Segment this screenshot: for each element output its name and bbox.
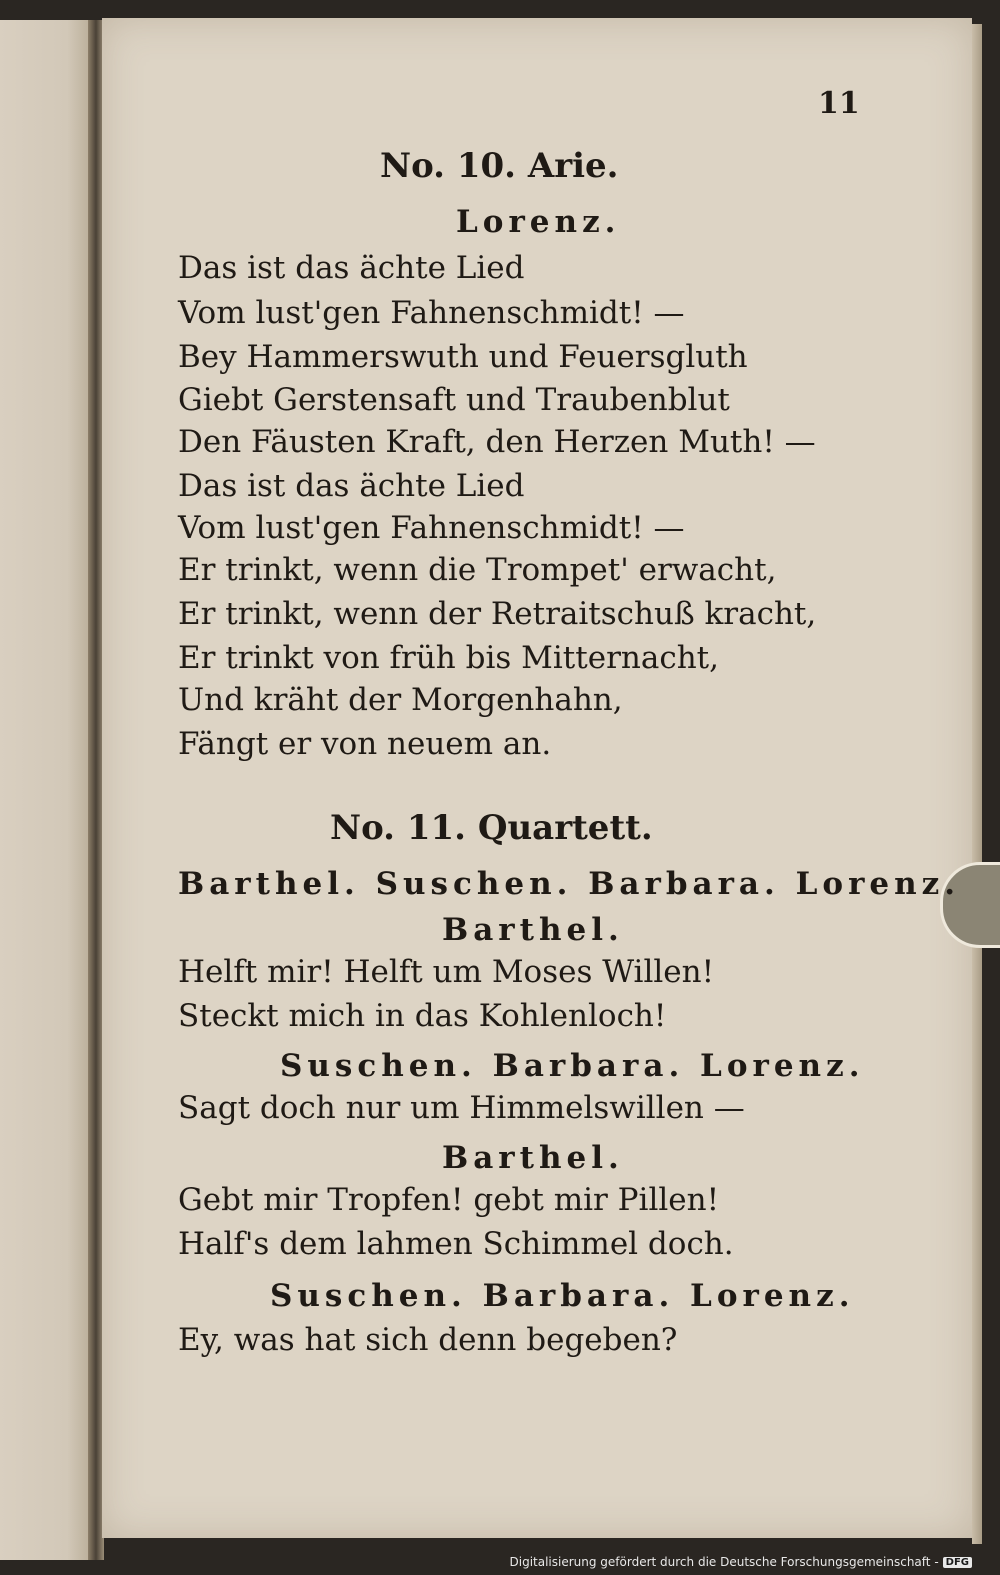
speaker-name: Barthel.: [442, 912, 624, 948]
verse-line: Den Fäusten Kraft, den Herzen Muth! —: [178, 424, 816, 460]
verse-line: Gebt mir Tropfen! gebt mir Pillen!: [178, 1182, 720, 1218]
verse-line: Steckt mich in das Kohlenloch!: [178, 998, 667, 1034]
verse-line: Half's dem lahmen Schimmel doch.: [178, 1226, 734, 1262]
dfg-logo: DFG: [943, 1557, 972, 1568]
verse-line: Giebt Gerstensaft und Traubenblut: [178, 382, 730, 418]
cast-list: Barthel. Suschen. Barbara. Lorenz.: [178, 866, 961, 902]
verse-line: Das ist das ächte Lied: [178, 250, 525, 286]
verse-line: Vom lust'gen Fahnenschmidt! —: [178, 510, 685, 546]
verse-line: Er trinkt, wenn der Retraitschuß kracht,: [178, 596, 817, 632]
page-number: 11: [818, 86, 860, 121]
footer-text: Digitalisierung gefördert durch die Deutsche Forschungsgemeinschaft -: [509, 1555, 939, 1569]
verse-line: Sagt doch nur um Himmelswillen —: [178, 1090, 745, 1126]
left-page-edge: [0, 20, 98, 1560]
page-edge-right: [972, 24, 982, 1544]
verse-line: Helft mir! Helft um Moses Willen!: [178, 954, 715, 990]
verse-line: Ey, was hat sich denn begeben?: [178, 1322, 678, 1358]
section-heading: No. 10. Arie.: [380, 146, 619, 186]
digitization-footer: [510, 1555, 973, 1569]
verse-line: Bey Hammerswuth und Feuersgluth: [178, 339, 748, 375]
speaker-name: Suschen. Barbara. Lorenz.: [270, 1278, 855, 1314]
verse-line: Fängt er von neuem an.: [178, 726, 552, 762]
verse-line: Er trinkt von früh bis Mitternacht,: [178, 640, 719, 676]
verse-line: Er trinkt, wenn die Trompet' erwacht,: [178, 552, 777, 588]
verse-line: Vom lust'gen Fahnenschmidt! —: [178, 295, 685, 331]
speaker-name: Suschen. Barbara. Lorenz.: [280, 1048, 865, 1084]
section-heading: No. 11. Quartett.: [330, 808, 653, 848]
verse-line: Und kräht der Morgenhahn,: [178, 682, 623, 718]
speaker-name: Barthel.: [442, 1140, 624, 1176]
speaker-name: Lorenz.: [456, 204, 621, 240]
verse-line: Das ist das ächte Lied: [178, 468, 525, 504]
